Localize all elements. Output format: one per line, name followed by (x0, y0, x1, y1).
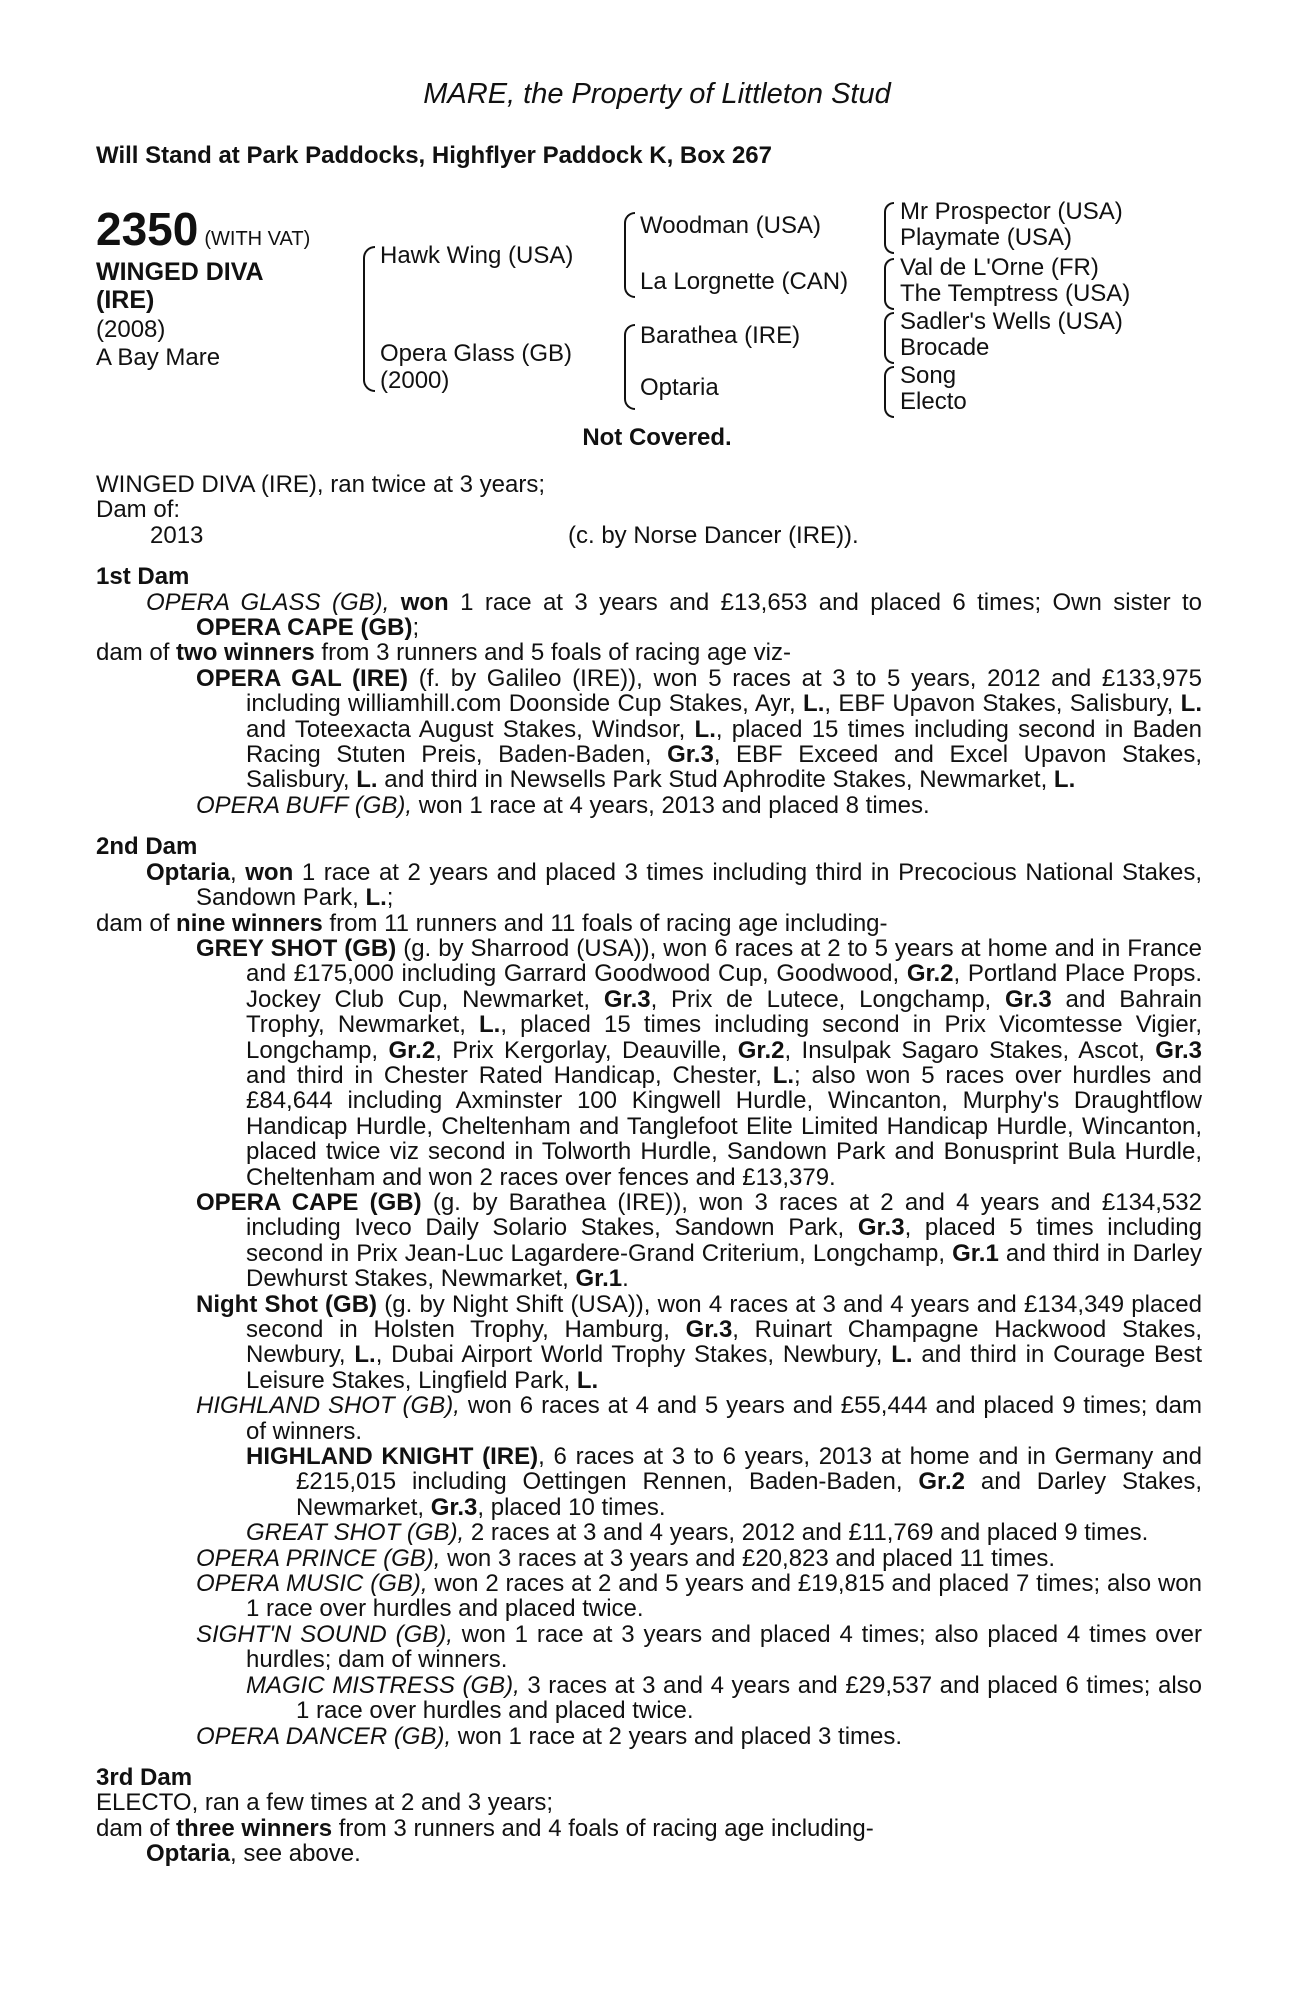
text: and Bahrain Trophy, Newmarket, (246, 985, 1203, 1039)
intro-line: WINGED DIVA (IRE), ran twice at 3 years; (96, 471, 545, 498)
opera-gal-entry (96, 666, 1202, 793)
race-grade: Gr.3 (685, 1316, 733, 1343)
second-dam-name: Optaria (146, 858, 231, 886)
text: , placed 5 times including second in Prix Jean-Luc Lagardere-Grand Criterium, Longchamp, (246, 1214, 1202, 1267)
text: , Portland Place Props. Jockey Club Cup, Newmarket, (246, 960, 1202, 1013)
punctuation: ; (386, 884, 394, 912)
won-label: won (245, 858, 294, 886)
text: , Insulpak Sagaro Stakes, Ascot, (784, 1036, 1156, 1064)
produce-detail: (c. by Norse Dancer (IRE)). (568, 521, 859, 549)
race-grade: Gr.3 (430, 1493, 478, 1521)
second-dam-produce-summary (96, 911, 1202, 936)
grey-shot-name: GREY SHOT (GB) (196, 934, 397, 962)
text: won 2 races at 2 and 5 years and £19,815 and placed 7 times; also won 1 race over hurdles and placed twice. (246, 1570, 1202, 1623)
text: , placed 15 times including second in Prix Vicomtesse Vigier, Longchamp, (246, 1011, 1202, 1064)
first-dam-name: OPERA GLASS (GB), (146, 588, 390, 616)
grey-shot-entry (96, 936, 1202, 1190)
text: , placed 10 times. (477, 1493, 666, 1521)
great-shot-name: GREAT SHOT (GB), (246, 1519, 465, 1547)
runners-text: from 11 runners and 11 foals of racing age including- (322, 909, 888, 937)
opera-gal-name: OPERA GAL (IRE) (196, 664, 409, 692)
first-dam-heading: 1st Dam (96, 563, 190, 591)
optaria-entry (96, 1841, 1202, 1866)
runners-text: from 3 runners and 5 foals of racing age viz- (314, 639, 791, 667)
text: , Prix de Lutece, Longchamp, (650, 985, 1005, 1013)
pedigree-brace-gen1 (363, 246, 375, 392)
text: , Ruinart Champagne Hackwood Stakes, Newbury, (246, 1316, 1202, 1369)
text: won 6 races at 4 and 5 years and £55,444 and placed 9 times; dam of winners. (246, 1392, 1202, 1445)
dam-of-label: Dam of: (96, 496, 181, 524)
text: 2 races at 3 and 4 years, 2012 and £11,769 and placed 9 times. (464, 1519, 1149, 1547)
text: , see above. (230, 1840, 361, 1868)
pedigree-brace-dd (884, 366, 894, 418)
pedigree-dam-year: (2000) (380, 367, 450, 394)
third-dam-record: ELECTO, ran a few times at 2 and 3 years; (96, 1789, 554, 1817)
race-grade: Gr.2 (906, 960, 954, 988)
race-grade: L. (1053, 766, 1076, 794)
winners-count: nine winners (176, 909, 323, 937)
text: won 1 race at 2 years and placed 3 times. (451, 1722, 903, 1750)
race-grade: L. (479, 1011, 501, 1039)
cover-status: Not Covered. (582, 424, 732, 451)
pedigree-dds: Song (900, 362, 957, 389)
race-grade: Gr.2 (918, 1468, 966, 1496)
text: (g. by Barathea (IRE)), won 3 races at 2 and 4 years and £134,532 including Iveco Daily Solario Stakes, Sandown Park, (246, 1188, 1202, 1242)
race-grade: Gr.3 (667, 741, 714, 769)
dam-of-text: dam of (96, 639, 177, 667)
winners-count: two winners (176, 639, 315, 667)
pedigree-sdd: The Temptress (USA) (900, 280, 1131, 307)
pedigree-sire-sire: Woodman (USA) (640, 212, 821, 239)
race-grade: Gr.1 (575, 1265, 623, 1293)
pedigree-dam-dam: Optaria (640, 374, 719, 401)
dam-of-text: dam of (96, 1814, 177, 1842)
lot-number-value: 2350 (96, 203, 199, 255)
race-grade: L. (365, 884, 387, 912)
text: and third in Courage Best Leisure Stakes, Lingfield Park, (246, 1341, 1202, 1394)
race-grade: L. (694, 715, 716, 743)
highland-knight-name: HIGHLAND KNIGHT (IRE) (246, 1443, 539, 1471)
text: , 6 races at 3 to 6 years, 2013 at home and in Germany and £215,015 including Oettingen Rennen, Baden-Baden, (296, 1443, 1202, 1496)
first-dam-race-record: 1 race at 3 years and £13,653 and placed 6 times; Own sister to (448, 588, 1203, 616)
opera-prince-name: OPERA PRINCE (GB), (196, 1544, 441, 1572)
great-shot-entry (96, 1520, 1202, 1545)
dam-of-text: dam of (96, 909, 177, 937)
pedigree-ddd: Electo (900, 388, 967, 415)
opera-music-name: OPERA MUSIC (GB), (196, 1570, 428, 1598)
text: , placed 15 times including second in Baden Racing Stuten Preis, Baden-Baden, (246, 715, 1202, 769)
race-grade: Gr.3 (1155, 1036, 1202, 1064)
race-grade: Gr.2 (737, 1036, 785, 1064)
first-dam-record (96, 590, 1202, 641)
text: and Darley Stakes, Newmarket, (296, 1468, 1202, 1521)
text: , EBF Upavon Stakes, Salisbury, (824, 690, 1181, 718)
horse-details (96, 316, 220, 372)
foaling-year: (2008) (96, 316, 166, 343)
text: and third in Newsells Park Stud Aphrodite Stakes, Newmarket, (377, 766, 1054, 794)
text: (g. by Sharrood (USA)), won 6 races at 2 to 5 years at home and in France and £175,000 including Garrard Goodwood Cup, Goodwood, (246, 934, 1202, 988)
race-grade: L. (354, 1341, 376, 1369)
race-grade: L. (803, 690, 825, 718)
lot-number (96, 203, 311, 255)
text: 1 race at 2 years and placed 3 times including third in Precocious National Stakes, Sandown Park, (196, 858, 1202, 912)
text: and Toteexacta August Stakes, Windsor, (246, 715, 695, 743)
text: (g. by Night Shift (USA)), won 4 races at 3 and 4 years and £134,349 placed second in Holsten Trophy, Hamburg, (246, 1290, 1203, 1343)
opera-dancer-name: OPERA DANCER (GB), (196, 1722, 452, 1750)
pedigree-dam-sire: Barathea (IRE) (640, 322, 801, 349)
pedigree-brace-ss (884, 202, 894, 254)
text: ; also won 5 races over hurdles and £84,644 including Axminster 100 Kingwell Hurdle, Wincanton, Murphy's Draughtflow Handicap Hurdle, Cheltenham and Tanglefoot Elite Limited Handicap Hurdle, Wincanton, placed twice viz second in Tolworth Hurdle, Sandown Park and Bonusprint Bula Hurdle, Cheltenham and won 2 races over fences and £13,379. (246, 1061, 1202, 1191)
text: , Prix Kergorlay, Deauville, (435, 1036, 738, 1064)
race-grade: L. (1180, 690, 1202, 718)
horse-name-line1: WINGED DIVA (96, 258, 264, 286)
vat-note: (WITH VAT) (204, 228, 311, 250)
pedigree-brace-sd (884, 258, 894, 310)
opera-prince-entry (96, 1546, 1202, 1571)
pedigree-dss: Sadler's Wells (USA) (900, 308, 1123, 335)
highland-shot-entry (96, 1393, 1202, 1444)
pedigree-dam: Opera Glass (GB) (380, 340, 573, 367)
race-grade: Gr.3 (1004, 985, 1052, 1013)
race-grade: L. (356, 766, 378, 794)
race-grade: L. (891, 1341, 913, 1369)
magic-mistress-name: MAGIC MISTRESS (GB), (246, 1671, 520, 1699)
text: and third in Chester Rated Handicap, Chester, (246, 1061, 773, 1089)
highland-shot-name: HIGHLAND SHOT (GB), (196, 1392, 460, 1420)
night-shot-entry (96, 1292, 1202, 1394)
horse-name-line2: (IRE) (96, 286, 155, 314)
race-grade: L. (576, 1366, 599, 1394)
sight-n-sound-entry (96, 1622, 1202, 1673)
pedigree-brace-ds (884, 312, 894, 364)
catalogue-body (96, 472, 1202, 1867)
race-grade: Gr.3 (603, 985, 651, 1013)
night-shot-name: Night Shot (GB) (196, 1290, 378, 1318)
opera-dancer-entry (96, 1724, 1202, 1749)
race-grade: L. (772, 1061, 795, 1089)
text: (f. by Galileo (IRE)), won 5 races at 3 to 5 years, 2012 and £133,975 including williamhill.com Doonside Cup Stakes, Ayr, (246, 664, 1203, 718)
punctuation: ; (412, 614, 420, 642)
text: , Dubai Airport World Trophy Stakes, Newbury, (375, 1341, 892, 1369)
pedigree-brace-dam (624, 324, 635, 410)
text: won 3 races at 3 years and £20,823 and placed 11 times. (440, 1544, 1056, 1572)
third-dam-heading: 3rd Dam (96, 1763, 193, 1791)
text: and third in Darley Dewhurst Stakes, Newmarket, (246, 1239, 1202, 1293)
pedigree-sire-dam: La Lorgnette (CAN) (640, 268, 849, 295)
stand-location: Will Stand at Park Paddocks, Highflyer Paddock K, Box 267 (96, 142, 772, 169)
opera-cape-entry (96, 1190, 1202, 1292)
race-grade: Gr.3 (857, 1214, 905, 1242)
won-label: won (400, 588, 449, 616)
pedigree-sire: Hawk Wing (USA) (380, 242, 574, 269)
winners-count: three winners (176, 1814, 333, 1842)
horse-description: A Bay Mare (96, 344, 221, 371)
race-grade: Gr.1 (952, 1239, 999, 1267)
opera-music-entry (96, 1571, 1202, 1622)
text: . (622, 1265, 629, 1293)
pedigree-sds: Val de L'Orne (FR) (900, 254, 1099, 281)
second-dam-record: Optaria, won 1 race at 2 years and placed 3 times including third in Precocious National Stakes, Sandown Park, L.; (146, 858, 1202, 912)
magic-mistress-entry (96, 1673, 1202, 1724)
first-dam-produce-summary (96, 640, 1202, 665)
third-dam-produce-summary (96, 1816, 1202, 1841)
page-title: MARE, the Property of Littleton Stud (423, 78, 891, 110)
opera-cape-name: OPERA CAPE (GB) (196, 1188, 422, 1216)
text: won 1 race at 3 years and placed 4 times; also placed 4 times over hurdles; dam of winners. (246, 1620, 1202, 1674)
horse-name (96, 258, 264, 314)
produce-year: 2013 (150, 521, 204, 549)
pedigree-dsd: Brocade (900, 334, 990, 361)
pedigree-brace-sire (624, 212, 635, 298)
highland-knight-entry (96, 1444, 1202, 1520)
text: 3 races at 3 and 4 years and £29,537 and placed 6 times; also 1 race over hurdles and placed twice. (296, 1671, 1202, 1725)
optaria-name: Optaria (146, 1840, 231, 1868)
pedigree-ssd: Playmate (USA) (900, 224, 1073, 251)
race-grade: Gr.2 (388, 1036, 436, 1064)
pedigree-sss: Mr Prospector (USA) (900, 198, 1123, 225)
produce-row (96, 523, 1202, 548)
sister-name: OPERA CAPE (GB) (196, 614, 413, 642)
second-dam-heading: 2nd Dam (96, 833, 198, 861)
sight-n-sound-name: SIGHT'N SOUND (GB), (196, 1620, 453, 1648)
opera-buff-entry (96, 793, 1202, 818)
text: , EBF Exceed and Excel Upavon Stakes, Salisbury, (246, 741, 1202, 794)
opera-buff-name: OPERA BUFF (GB), (196, 791, 413, 819)
runners-text: from 3 runners and 4 foals of racing age including- (332, 1814, 874, 1842)
text: won 1 race at 4 years, 2013 and placed 8 times. (412, 791, 930, 819)
